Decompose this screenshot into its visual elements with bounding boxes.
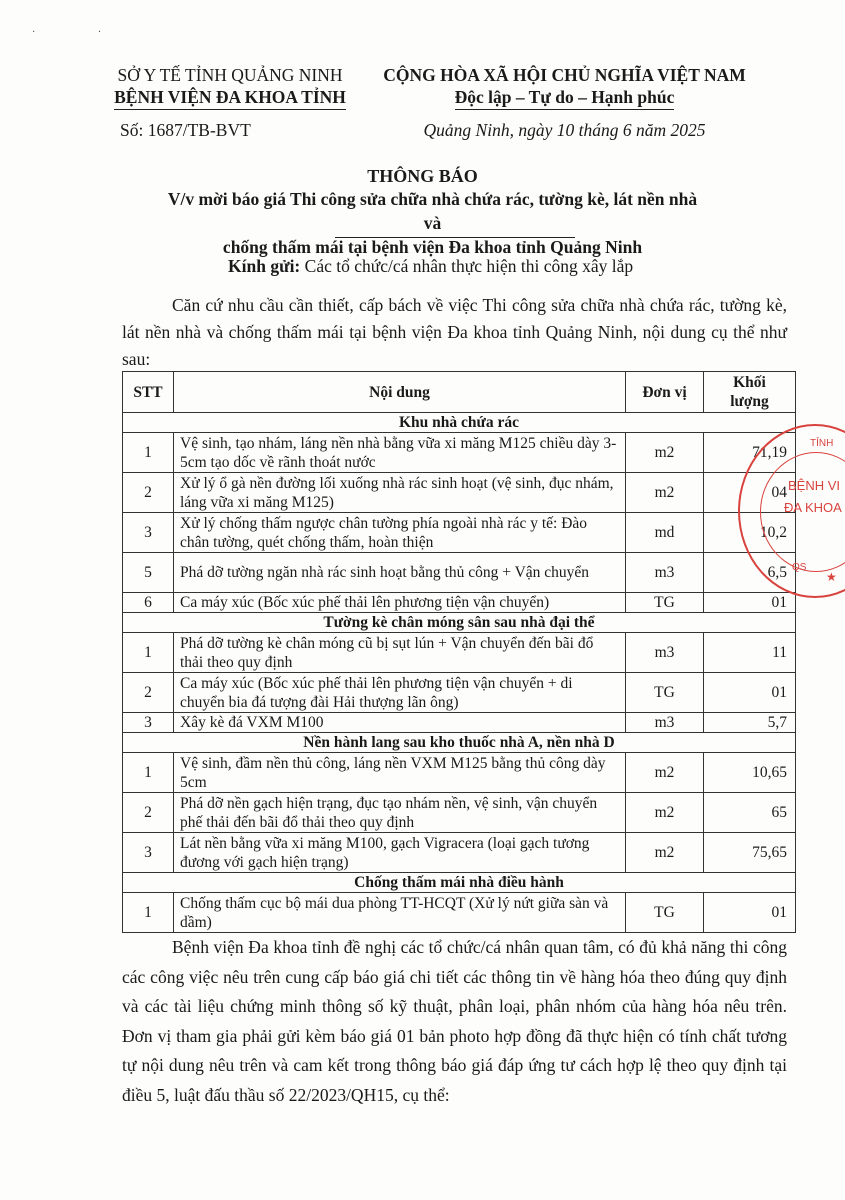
table-row [123, 513, 796, 553]
row-stt: 2 [123, 473, 174, 513]
row-stt: 3 [123, 833, 174, 873]
table-row [123, 673, 796, 713]
header-content: Nội dung [174, 372, 626, 413]
row-content: Chống thấm cục bộ mái dua phòng TT-HCQT (Xử lý nứt giữa sàn và dầm) [174, 893, 626, 933]
section-title: Nền hành lang sau kho thuốc nhà A, nền nhà D [123, 733, 796, 753]
row-stt: 2 [123, 793, 174, 833]
row-stt: 1 [123, 433, 174, 473]
header-stt: STT [123, 372, 174, 413]
scan-marks: · · [32, 27, 132, 38]
header-qty [704, 372, 796, 413]
row-unit: TG [626, 893, 704, 933]
row-content: Xây kè đá VXM M100 [174, 713, 626, 733]
header-unit: Đơn vị [626, 372, 704, 413]
org-name: BỆNH VIỆN ĐA KHOA TỈNH [114, 86, 346, 110]
row-unit: m2 [626, 473, 704, 513]
row-content: Ca máy xúc (Bốc xúc phế thải lên phương tiện vận chuyển + di chuyển bia đá tượng đài Hải thượng lãn ông) [174, 673, 626, 713]
national-heading [362, 64, 767, 110]
table-row [123, 893, 796, 933]
row-qty: 71,19 [704, 433, 796, 473]
section-row [123, 413, 796, 433]
section-title: Tường kè chân móng sân sau nhà đại thể [123, 613, 796, 633]
document-title: THÔNG BÁO [367, 166, 478, 186]
nation-line-1: CỘNG HÒA XÃ HỘI CHỦ NGHĨA VIỆT NAM [383, 65, 746, 85]
table-header-row [123, 372, 796, 413]
row-stt: 6 [123, 593, 174, 613]
row-unit: m2 [626, 433, 704, 473]
row-stt: 5 [123, 553, 174, 593]
row-stt: 2 [123, 673, 174, 713]
section-title: Chống thấm mái nhà điều hành [123, 873, 796, 893]
row-content: Phá dỡ tường kè chân móng cũ bị sụt lún + Vận chuyển đến bãi đổ thải theo quy định [174, 633, 626, 673]
row-unit: m3 [626, 553, 704, 593]
motto: Độc lập – Tự do – Hạnh phúc [455, 86, 675, 110]
seal-text-bottom: QS [792, 562, 807, 573]
header-qty-line2: lượng [730, 393, 769, 410]
closing-text: Bệnh viện Đa khoa tỉnh đề nghị các tổ chức/cá nhân quan tâm, có đủ khả năng thi công các công việc nêu trên cung cấp báo giá chi tiết các thông tin về hàng hóa theo đúng quy định và các tài liệu chứng minh thông số kỹ thuật, phân loại, phân nhóm của hàng hóa nêu trên. Đơn vị tham gia phải gửi kèm báo giá 01 bản photo hợp đồng đã thực hiện có tính chất tương tự nội dung nêu trên và cam kết trong thông báo giá đáp ứng tư cách hợp lệ theo quy định tại điều 5, luật đấu thầu số 22/2023/QH15, cụ thể: [122, 937, 787, 1105]
header-qty-line1: Khối [733, 374, 766, 391]
recipient-line [228, 256, 633, 277]
row-content: Xử lý chống thấm ngược chân tường phía ngoài nhà rác y tế: Đào chân tường, quét chống thấm, hoàn thiện [174, 513, 626, 553]
row-qty: 11 [704, 633, 796, 673]
section-row [123, 733, 796, 753]
row-qty: 01 [704, 893, 796, 933]
row-stt: 1 [123, 753, 174, 793]
table-row [123, 593, 796, 613]
row-qty: 01 [704, 673, 796, 713]
row-stt: 3 [123, 713, 174, 733]
work-items-table [122, 371, 796, 933]
row-stt: 1 [123, 633, 174, 673]
section-row [123, 613, 796, 633]
row-content: Phá dỡ nền gạch hiện trạng, đục tạo nhám nền, vệ sinh, vận chuyển phế thải đến bãi đổ thải theo quy định [174, 793, 626, 833]
section-title: Khu nhà chứa rác [123, 413, 796, 433]
row-qty: 65 [704, 793, 796, 833]
row-qty: 6,5 [704, 553, 796, 593]
row-content: Vệ sinh, tạo nhám, láng nền nhà bằng vữa xi măng M125 chiều dày 3-5cm tạo dốc về rãnh thoát nước [174, 433, 626, 473]
row-qty: 10,2 [704, 513, 796, 553]
nation-line-2 [362, 86, 767, 110]
table-row [123, 833, 796, 873]
document-date: Quảng Ninh, ngày 10 tháng 6 năm 2025 [423, 120, 706, 140]
row-content: Ca máy xúc (Bốc xúc phế thải lên phương tiện vận chuyển) [174, 593, 626, 613]
document-subject [160, 187, 705, 259]
issuing-organization [96, 64, 364, 110]
row-unit: TG [626, 673, 704, 713]
row-unit: TG [626, 593, 704, 613]
row-unit: m2 [626, 753, 704, 793]
table-row [123, 433, 796, 473]
row-stt: 1 [123, 893, 174, 933]
row-unit: md [626, 513, 704, 553]
document-number: Số: 1687/TB-BVT [120, 120, 251, 140]
row-unit: m3 [626, 633, 704, 673]
table-row [123, 753, 796, 793]
row-qty: 5,7 [704, 713, 796, 733]
row-content: Lát nền bằng vữa xi măng M100, gạch Vigracera (loại gạch tương đương với gạch hiện trạng) [174, 833, 626, 873]
org-line-1: SỞ Y TẾ TỈNH QUẢNG NINH [117, 65, 343, 85]
row-stt: 3 [123, 513, 174, 553]
table-row [123, 633, 796, 673]
seal-star-icon: ★ [826, 570, 837, 584]
row-content: Vệ sinh, đầm nền thủ công, láng nền VXM M125 bằng thủ công dày 5cm [174, 753, 626, 793]
subject-underline [335, 237, 575, 238]
subject-line-1: V/v mời báo giá Thi công sửa chữa nhà chứa rác, tường kè, lát nền nhà và [167, 189, 698, 233]
seal-text-line2: ĐA KHOA [784, 500, 842, 515]
seal-text-line1: BỆNH VI [788, 478, 841, 493]
intro-text: Căn cứ nhu cầu cần thiết, cấp bách về việc Thi công sửa chữa nhà chứa rác, tường kè, lát nền nhà và chống thấm mái tại bệnh viện Đa khoa tỉnh Quảng Ninh, nội dung cụ thể như sau: [122, 295, 787, 369]
table-row [123, 793, 796, 833]
table-row [123, 473, 796, 513]
recipient-text: Các tổ chức/cá nhân thực hiện thi công xây lắp [304, 256, 634, 276]
row-unit: m3 [626, 713, 704, 733]
row-qty: 01 [704, 593, 796, 613]
row-unit: m2 [626, 793, 704, 833]
closing-paragraph [122, 933, 787, 1110]
row-qty: 04 [704, 473, 796, 513]
section-row [123, 873, 796, 893]
seal-text-top: TỈNH [810, 438, 834, 449]
row-content: Phá dỡ tường ngăn nhà rác sinh hoạt bằng thủ công + Vận chuyển [174, 553, 626, 593]
row-unit: m2 [626, 833, 704, 873]
row-qty: 10,65 [704, 753, 796, 793]
intro-paragraph [122, 292, 787, 373]
table-row [123, 713, 796, 733]
table-row [123, 553, 796, 593]
row-qty: 75,65 [704, 833, 796, 873]
subject-line-2: chống thấm mái tại bệnh viện Đa khoa tỉnh Quảng Ninh [222, 237, 643, 257]
row-content: Xử lý ổ gà nền đường lối xuống nhà rác sinh hoạt (vệ sinh, đục nhám, láng vữa xi măng M125) [174, 473, 626, 513]
recipient-label: Kính gửi: [228, 256, 301, 276]
org-line-2 [96, 86, 364, 110]
